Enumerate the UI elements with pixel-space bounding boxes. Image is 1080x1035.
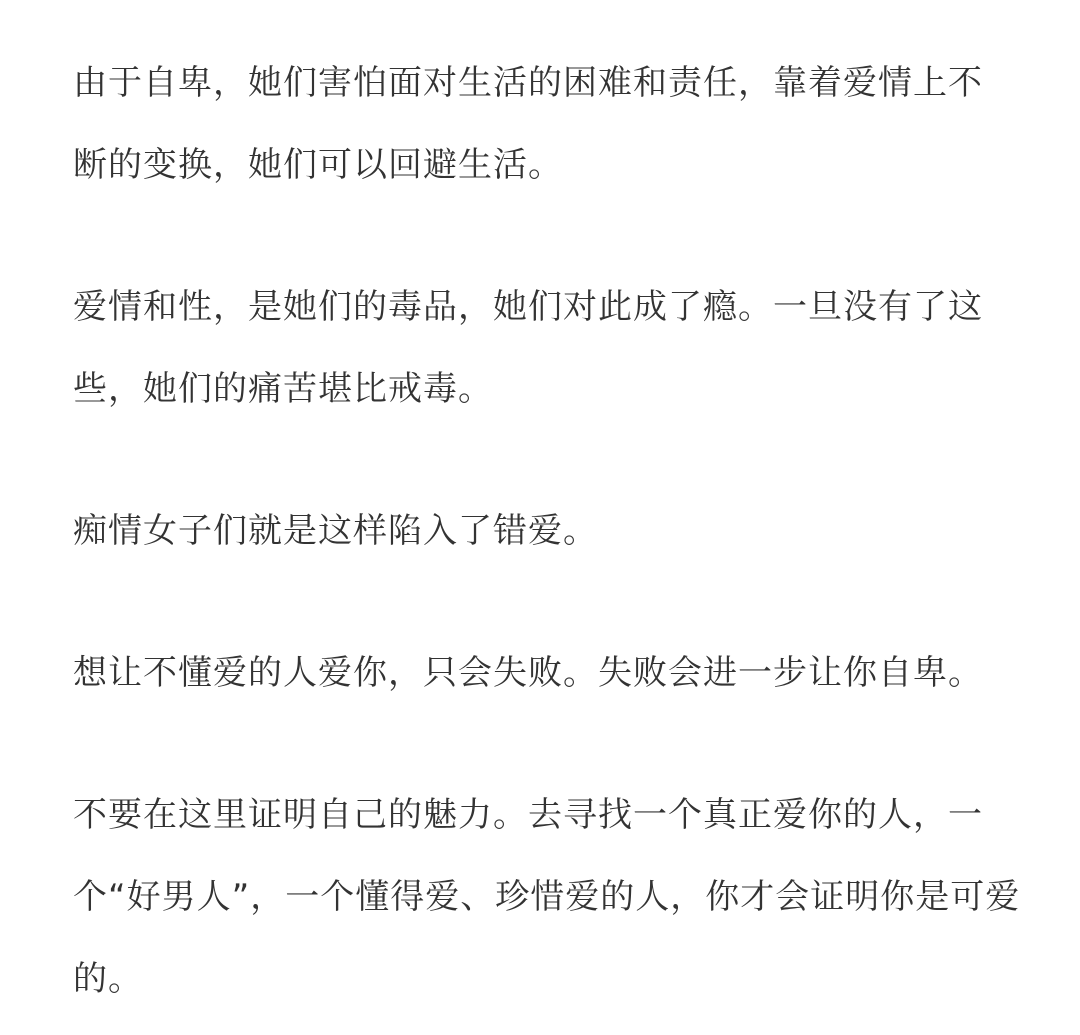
paragraph-1 <box>73 42 1013 206</box>
paragraph-line: 个“好男人”，一个懂得爱、珍惜爱的人，你才会证明你是可爱 <box>73 877 1021 917</box>
paragraph-2 <box>73 266 1013 430</box>
paragraph-line: 的。 <box>73 959 143 999</box>
paragraph-line: 想让不懂爱的人爱你，只会失败。失败会进一步让你自卑。 <box>73 653 983 693</box>
paragraph-line: 痴情女子们就是这样陷入了错爱。 <box>73 511 598 551</box>
paragraph-line: 些，她们的痛苦堪比戒毒。 <box>73 369 493 409</box>
paragraph-line: 爱情和性，是她们的毒品，她们对此成了瘾。一旦没有了这 <box>73 287 983 327</box>
paragraph-3 <box>73 490 1013 572</box>
article-body <box>73 42 1021 1020</box>
paragraph-5 <box>73 774 1021 1020</box>
paragraph-line: 断的变换，她们可以回避生活。 <box>73 145 563 185</box>
paragraph-line: 由于自卑，她们害怕面对生活的困难和责任，靠着爱情上不 <box>73 63 983 103</box>
paragraph-line: 不要在这里证明自己的魅力。去寻找一个真正爱你的人，一 <box>73 795 983 835</box>
paragraph-4 <box>73 632 1013 714</box>
